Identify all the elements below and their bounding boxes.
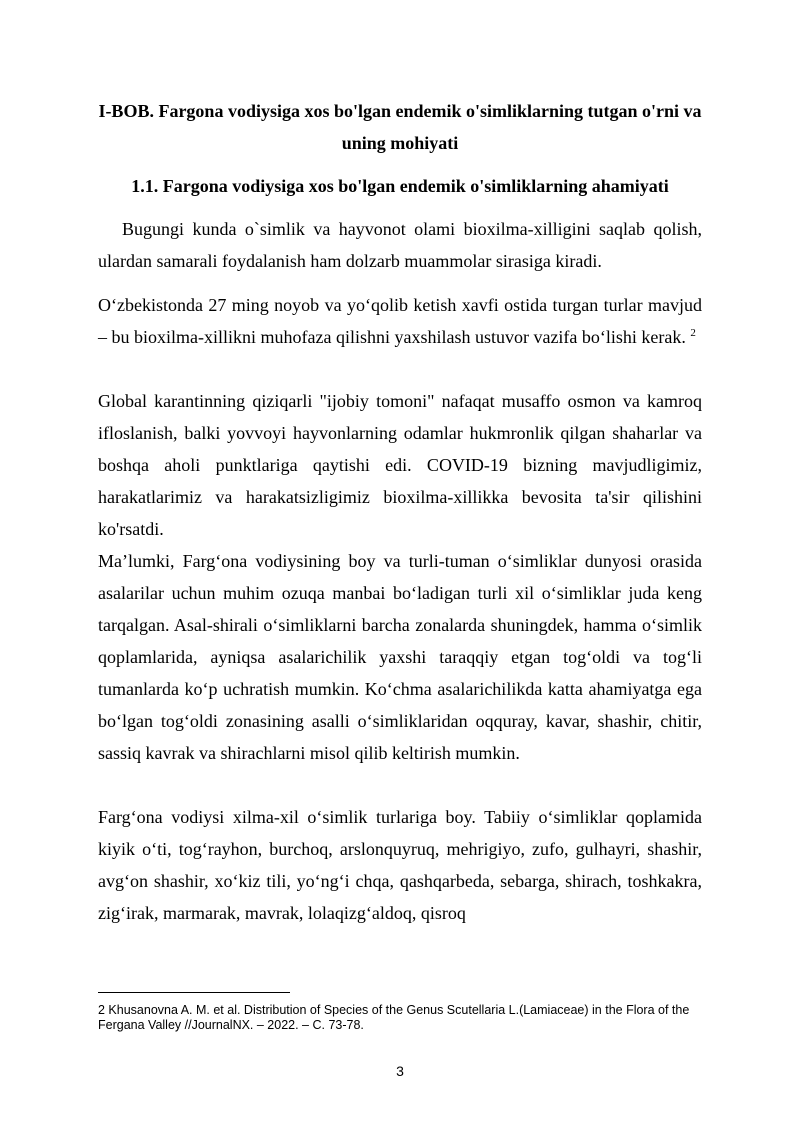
footnote-separator: [98, 992, 290, 993]
footnote-reference[interactable]: 2: [690, 327, 696, 339]
paragraph-text: [98, 289, 702, 353]
paragraph-4: [98, 545, 702, 769]
paragraph-text: Ma’lumki, Farg‘ona vodiysining boy va turli-tuman o‘simliklar dunyosi orasida asalarilar uchun muhim ozuqa manbai bo‘ladigan turli xil o‘simliklar juda keng tarqalgan. Asal-shirali o‘simliklarni barcha zonalarda shuningdek, hamma o‘simlik qoplamlarida, ayniqsa asalarichilik yaxshi taraqqiy etgan tog‘oldi va tog‘li tumanlarda ko‘p uchratish mumkin. Ko‘chma asalarichilikda katta ahamiyatga ega bo‘lgan tog‘oldi zonasining asalli o‘simliklaridan oqquray, kavar, shashir, chitir, sassiq kavrak va shirachlarni misol qilib keltirish mumkin.: [98, 551, 702, 763]
paragraph-3: [98, 385, 702, 545]
paragraph-text: Bugungi kunda o`simlik va hayvonot olami bioxilma-xilligini saqlab qolish, ulardan samarali foydalanish ham dolzarb muammolar sirasiga kiradi.: [98, 219, 702, 271]
section-title: 1.1. Fargona vodiysiga xos bo'lgan endemik o'simliklarning ahamiyati: [131, 176, 669, 196]
page-number: 3: [396, 1063, 404, 1079]
paragraph-2: [98, 289, 702, 353]
paragraph-text-span: O‘zbekistonda 27 ming noyob va yo‘qolib ketish xavfi ostida turgan turlar mavjud – bu bioxilma-xillikni muhofaza qilishni yaxshilash ustuvor vazifa bo‘lishi kerak.: [98, 295, 702, 347]
paragraph-1: [98, 213, 702, 277]
paragraph-5: [98, 801, 702, 929]
chapter-title: I-BOB. Fargona vodiysiga xos bo'lgan endemik o'simliklarning tutgan o'rni va uning mohiyati: [98, 101, 702, 153]
paragraph-text: Global karantinning qiziqarli "ijobiy tomoni" nafaqat musaffo osmon va kamroq ifloslanish, balki yovvoyi hayvonlarning odamlar hukmronlik qilgan shaharlar va boshqa aholi punktlariga qaytishi edi. COVID-19 bizning mavjudligimiz, harakatlarimiz va harakatsizligimiz bioxilma-xillikka bevosita ta'sir qilishini ko'rsatdi.: [98, 391, 702, 539]
footnote: 2 Khusanovna A. M. et al. Distribution of Species of the Genus Scutellaria L.(Lamiaceae) in the Flora of the Fergana Valley //JournalNX. – 2022. – C. 73-78.: [98, 1003, 690, 1032]
paragraph-text: Farg‘ona vodiysi xilma-xil o‘simlik turlariga boy. Tabiiy o‘simliklar qoplamida kiyik o‘ti, tog‘rayhon, burchoq, arslonquyruq, mehrigiyo, zufo, gulhayri, shashir, avg‘on shashir, xo‘kiz tili, yo‘ng‘i chqa, qashqarbeda, sebarga, shirach, toshkakra, zig‘irak, marmarak, mavrak, lolaqizg‘aldoq, qisroq: [98, 807, 702, 923]
